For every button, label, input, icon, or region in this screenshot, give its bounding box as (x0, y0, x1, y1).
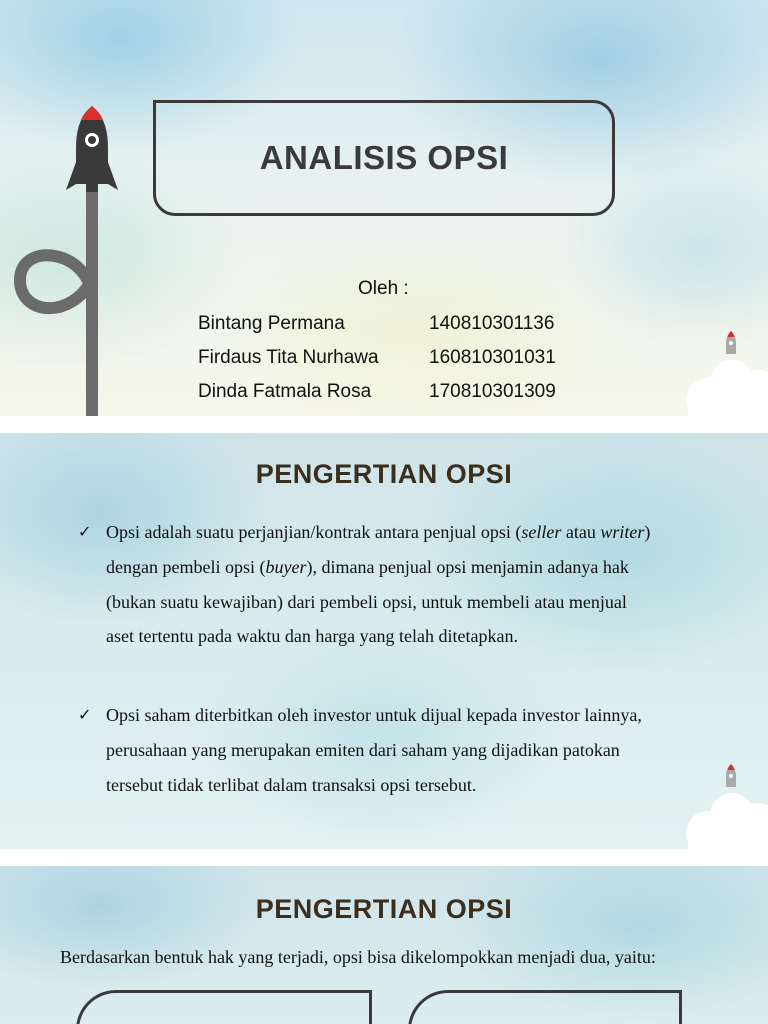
cloud-icon (668, 785, 768, 849)
bullet-line: tersebut tidak terlibat dalam transaksi opsi tersebut. (106, 775, 477, 795)
bullet-line: (bukan suatu kewajiban) dari pembeli opsi, untuk membeli atau menjual (106, 592, 627, 612)
slide-heading: PENGERTIAN OPSI (255, 894, 513, 924)
option-box-left (76, 990, 372, 1024)
bullet-line: perusahaan yang merupakan emiten dari saham yang dijadikan patokan (106, 740, 620, 760)
rocket-icon (10, 100, 120, 416)
authors-label: Oleh : (358, 278, 409, 299)
member-name: Bintang Permana (198, 313, 345, 334)
bullet-line: Opsi saham diterbitkan oleh investor untuk dijual kepada investor lainnya, (106, 705, 642, 725)
bullet-line: aset tertentu pada waktu dan harga yang telah ditetapkan. (106, 626, 519, 646)
member-row (198, 347, 578, 371)
member-id: 170810301309 (429, 381, 556, 402)
member-row (198, 381, 578, 405)
check-icon: ✓ (78, 522, 92, 541)
page-title: ANALISIS OPSI (259, 139, 509, 176)
member-row (198, 313, 578, 337)
member-name: Firdaus Tita Nurhawa (198, 347, 379, 368)
slide-definition (0, 433, 768, 849)
option-box-right (408, 990, 682, 1024)
member-name: Dinda Fatmala Rosa (198, 381, 372, 402)
cloud-icon (668, 352, 768, 416)
slide-heading: PENGERTIAN OPSI (255, 459, 513, 489)
title-frame (153, 100, 615, 216)
check-icon: ✓ (78, 705, 92, 724)
slide-classification (0, 866, 768, 1024)
member-id: 160810301031 (429, 347, 556, 368)
member-id: 140810301136 (429, 313, 555, 334)
bullet-line: dengan pembeli opsi (buyer), dimana penjual opsi menjamin adanya hak (106, 557, 629, 577)
bullet-line: Opsi adalah suatu perjanjian/kontrak antara penjual opsi (seller atau writer) (106, 522, 651, 542)
intro-text: Berdasarkan bentuk hak yang terjadi, opsi bisa dikelompokkan menjadi dua, yaitu: (60, 947, 656, 967)
slide-title (0, 0, 768, 416)
